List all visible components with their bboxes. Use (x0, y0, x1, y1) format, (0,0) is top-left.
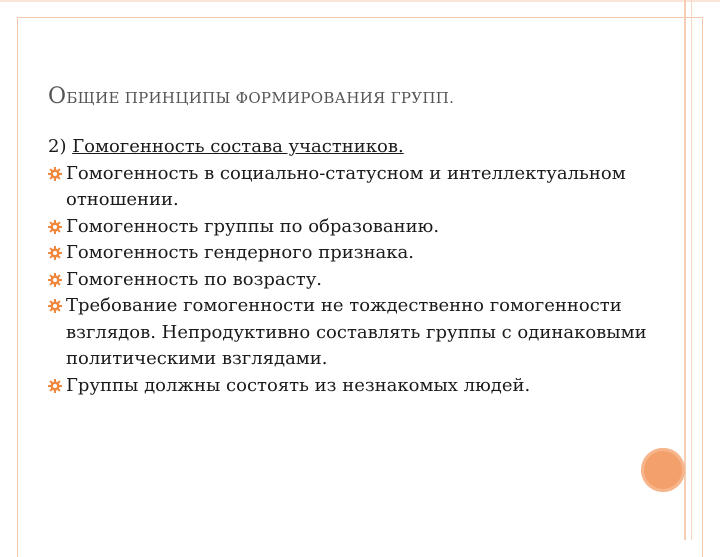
slide-content (48, 134, 668, 399)
subheading (48, 134, 668, 161)
gear-icon (48, 299, 62, 313)
decorative-circle (641, 448, 685, 492)
bullet-text: Гомогенность гендерного признака. (66, 242, 414, 263)
list-item (48, 267, 668, 294)
right-border-line (684, 0, 686, 540)
title-first-letter: О (48, 84, 67, 109)
list-item (48, 373, 668, 400)
slide-title (48, 84, 454, 109)
right-border-line-thin (691, 0, 692, 540)
bullet-text: Гомогенность группы по образованию. (66, 215, 440, 237)
list-item (48, 161, 668, 214)
bullet-text: Гомогенность в социально-статусном и интеллектуальном отношении. (66, 162, 626, 210)
list-item (48, 214, 668, 241)
list-item (48, 293, 668, 373)
gear-icon (48, 273, 62, 287)
list-item (48, 240, 668, 267)
subheading-prefix: 2) (48, 136, 73, 157)
title-rest: БЩИЕ ПРИНЦИПЫ ФОРМИРОВАНИЯ ГРУПП. (66, 89, 455, 107)
gear-icon (48, 246, 62, 260)
gear-icon (48, 220, 62, 234)
gear-icon (48, 167, 62, 181)
gear-icon (48, 379, 62, 393)
bullet-text: Гомогенность по возрасту. (66, 268, 323, 290)
top-border (0, 0, 720, 2)
subheading-text: Гомогенность состава участников. (72, 136, 404, 157)
bullet-text: Требование гомогенности не тождественно гомогенности взглядов. Непродуктивно составлять группы с одинаковыми политическими взглядами. (66, 295, 647, 369)
bullet-text: Группы должны состоять из незнакомых людей. (66, 374, 531, 396)
bullet-list (48, 161, 668, 400)
